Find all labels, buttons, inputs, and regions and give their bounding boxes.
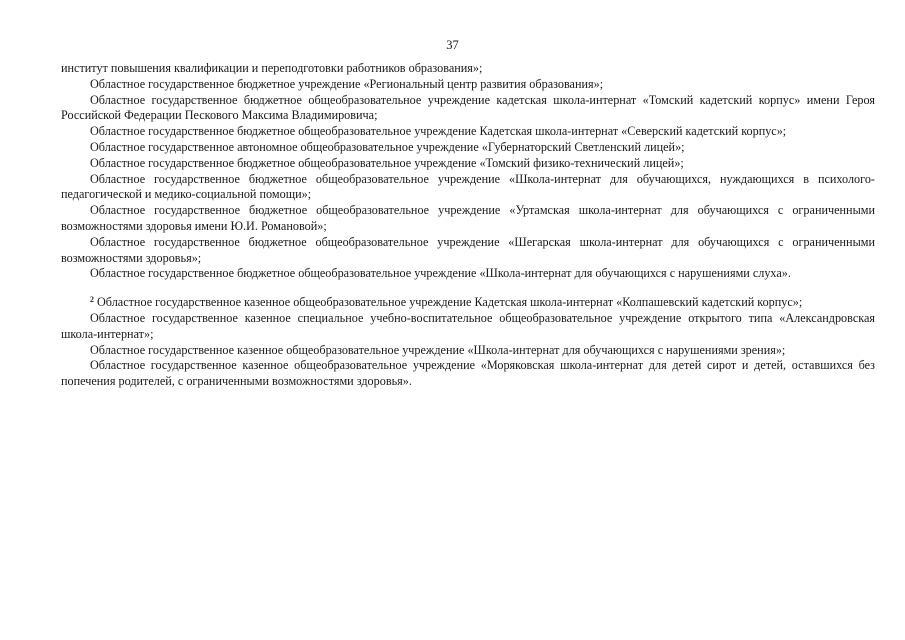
document-body xyxy=(61,61,875,390)
list-item: Областное государственное бюджетное учреждение «Региональный центр развития образования»; xyxy=(90,76,604,91)
footnote-first-item xyxy=(61,295,875,311)
footnote-item: Областное государственное казенное общеобразовательное учреждение «Школа-интернат для обучающихся с нарушениями зрения»; xyxy=(90,342,786,357)
list-item: Областное государственное бюджетное общеобразовательное учреждение «Шегарская школа-интернат для обучающихся с ограниченными возможностями здоровья»; xyxy=(61,234,875,265)
list-item: Областное государственное автономное общеобразовательное учреждение «Губернаторский Светленский лицей»; xyxy=(90,139,685,154)
footnote-marker: 2 xyxy=(90,295,94,305)
footnote-first-text: Областное государственное казенное общеобразовательное учреждение Кадетская школа-интернат «Колпашевский кадетский корпус»; xyxy=(97,295,803,310)
list-item: Областное государственное бюджетное общеобразовательное учреждение «Томский физико-технический лицей»; xyxy=(90,155,684,170)
list-item: Областное государственное бюджетное общеобразовательное учреждение «Школа-интернат для обучающихся, нуждающихся в психолого-педагогической и медико-социальной помощи»; xyxy=(61,171,875,202)
list-item: Областное государственное бюджетное общеобразовательное учреждение Кадетская школа-интернат «Северский кадетский корпус»; xyxy=(90,124,787,139)
list-item: Областное государственное бюджетное общеобразовательное учреждение кадетская школа-интернат «Томский кадетский корпус» имени Героя Российской Федерации Пескового Максима Владимировича; xyxy=(61,92,875,123)
list-item: Областное государственное бюджетное общеобразовательное учреждение «Уртамская школа-интернат для обучающихся с ограниченными возможностями здоровья имени Ю.И. Романовой»; xyxy=(61,203,875,233)
footnote-item: Областное государственное казенное общеобразовательное учреждение «Моряковская школа-интернат для детей сирот и детей, оставшихся без попечения родителей, с ограниченными возможностями здоровья». xyxy=(61,358,875,389)
list-item: Областное государственное бюджетное общеобразовательное учреждение «Школа-интернат для обучающихся с нарушениями слуха». xyxy=(90,266,791,281)
footnote-item: Областное государственное казенное специальное учебно-воспитательное общеобразовательное учреждение открытого типа «Александровская школа-интернат»; xyxy=(61,310,875,341)
page-number: 37 xyxy=(446,38,459,52)
paragraph-continuation: институт повышения квалификации и переподготовки работников образования»; xyxy=(61,61,483,75)
